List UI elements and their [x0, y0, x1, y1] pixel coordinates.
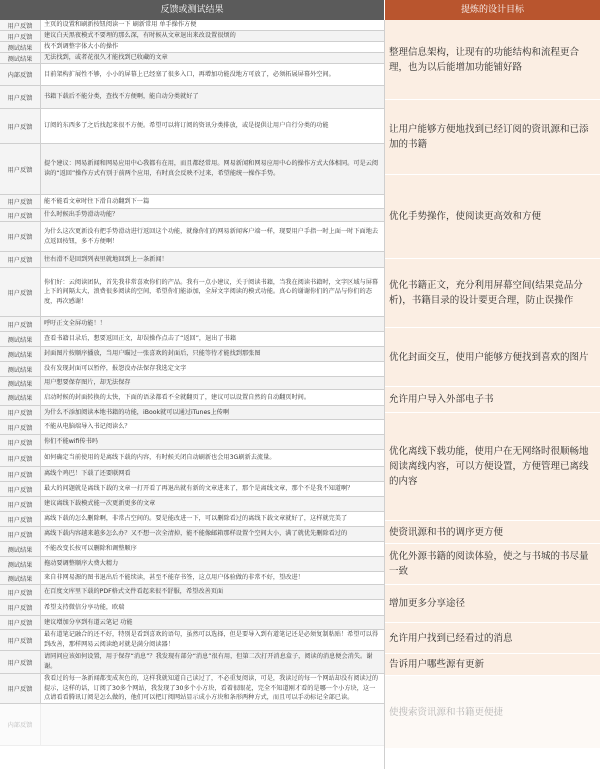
table-row	[0, 53, 384, 64]
row-feedback-text: 离线下载内容越来越多怎么办？又不想一次全清掉，能不能像邮箱那样设置个空间大小，满了就优先删除看过的	[44, 530, 348, 538]
row-source-tag: 用户反馈	[0, 630, 41, 650]
design-goal-text: 优化书籍正文，充分利用屏幕空间(结果竞品分析)，书籍目录的设计要更合理，防止误操作	[389, 280, 583, 306]
row-feedback-text: 什么时候出手势滑动功能？	[44, 211, 119, 219]
row-source-tag: 用户反馈	[0, 467, 41, 481]
row-source-tag: 用户反馈	[0, 497, 41, 511]
row-source-tag: 用户反馈	[0, 195, 41, 208]
table-row	[0, 390, 384, 406]
table-row	[0, 31, 384, 42]
design-goal	[385, 328, 600, 387]
row-feedback-text: 建议离线下载模式能一次更新更多的文章	[44, 500, 156, 508]
row-feedback-text: 离线下载的怎么删除啊，非常占空间的。要是能改进一下，可以删除看过的离线下载文章就好了，这样就完美了	[44, 515, 348, 523]
row-source-tag: 用户反馈	[0, 209, 41, 221]
row-feedback-text: 订阅的东西多了之后找起来很不方便。希望可以将订阅的资讯分类排放，或是提供让用户自行分类的功能	[44, 122, 329, 130]
row-source-tag: 用户反馈	[0, 252, 41, 267]
design-goal-text: 让用户能够方便地找到已经订阅的资讯源和已添加的书籍	[389, 124, 589, 150]
row-source-tag: 用户反馈	[0, 674, 41, 703]
design-goal	[385, 654, 600, 676]
feedback-rows	[0, 20, 384, 769]
row-feedback-text: 建议增加分享到有道云笔记 功能	[44, 618, 133, 626]
table-row	[0, 704, 384, 746]
table-row	[0, 467, 384, 482]
header-goals: 提炼的设计目标	[385, 0, 600, 20]
table-row	[0, 377, 384, 390]
row-feedback-text: 用户想要保存图片，却无法保存	[44, 379, 131, 387]
row-source-tag: 用户反馈	[0, 450, 41, 466]
design-goal-text: 优化封面交互，使用户能够方便找到喜欢的图片	[389, 351, 589, 363]
design-goal	[385, 100, 600, 175]
design-goal-text: 整理信息架构，让现有的功能结构和流程更合理，也为以后能增加功能铺好路	[389, 46, 580, 73]
row-source-tag: 用户反馈	[0, 268, 41, 316]
row-source-tag: 测试结果	[0, 347, 41, 361]
table-row	[0, 557, 384, 572]
table-row	[0, 222, 384, 252]
design-goals	[384, 20, 600, 769]
design-goal-text: 优化离线下载功能，使用户在无网络时很顺畅地阅读离线内容，可以方便设置，方便管理已离线的内容	[389, 446, 589, 487]
row-feedback-text: 为什么这次更新没有把手势滑动进行返回这个功能，就像你们的网易新闻客户端一样，现要用户手指一时上面一时下面地去点返回按钮，多不方便啊！	[44, 227, 379, 245]
row-feedback-text: 能不能看文章时往下滑自动翻到下一篇	[44, 197, 150, 205]
table-row	[0, 317, 384, 332]
header-feedback: 反馈或测试结果	[0, 0, 384, 20]
row-feedback-text: 找不到调整字体大小的操作	[44, 43, 119, 51]
row-source-tag: 测试结果	[0, 377, 41, 389]
table-row	[0, 542, 384, 557]
design-goal	[385, 676, 600, 749]
design-goal-text: 允许用户找到已经看过的消息	[389, 632, 513, 644]
table-row	[0, 209, 384, 222]
row-feedback-text: 没有发现封面可以暂停，报怨没办法保存我选定文字	[44, 365, 187, 373]
design-goal	[385, 387, 600, 413]
row-feedback-text: 查看书籍目录后，想要返回正文，却误操作点击了“返回”，退出了书籍	[44, 335, 237, 343]
design-goal	[385, 544, 600, 585]
table-row	[0, 332, 384, 347]
row-feedback-text: 封面图片按顺序播放，当用户瞄过一张喜欢的封面后，只能等待才能找到那张图	[44, 350, 261, 358]
row-source-tag: 测试结果	[0, 332, 41, 346]
row-feedback-text: 不能从电脑端导入书记阅读么？	[44, 423, 131, 431]
design-goal	[385, 259, 600, 328]
table-row	[0, 630, 384, 651]
row-source-tag: 测试结果	[0, 42, 41, 52]
row-source-tag: 用户反馈	[0, 86, 41, 108]
table-row	[0, 64, 384, 86]
table-row	[0, 195, 384, 209]
table-row	[0, 406, 384, 420]
row-source-tag: 用户反馈	[0, 20, 41, 30]
row-feedback-text: 如何确定当前使用的是离线下载的内容，有时候关闭自动刷新也会用3G刷新去流量。	[44, 454, 276, 462]
row-source-tag: 用户反馈	[0, 406, 41, 419]
table-row	[0, 109, 384, 144]
row-feedback-text: 我看过的每一条新闻都变成灰色的，这样我就知道自己读过了，不必重复阅读，可是，我读过的每一个网站却没有阅读过的提示，这样的话，订阅了30多个网站，我发现了30多个小方块，看着很眼花，完全不知道刚才看的是哪一个小方块，这一点请看看腾讯订阅是怎么做的，他们可以把订阅网站显示成小方块和条形两种方式，而且可以手动标记全部已读。	[44, 675, 379, 702]
table-row	[0, 600, 384, 616]
row-feedback-text: 不能改变长按可以删除和调整顺序	[44, 545, 137, 553]
row-source-tag: 内部反馈	[0, 64, 41, 85]
row-source-tag: 用户反馈	[0, 317, 41, 331]
table-row	[0, 42, 384, 53]
table-row	[0, 362, 384, 377]
table-row	[0, 144, 384, 195]
row-feedback-text: 往右滑不是回到列表里就地回到上一条新闻！	[44, 255, 168, 263]
row-source-tag: 测试结果	[0, 362, 41, 376]
row-source-tag: 用户反馈	[0, 600, 41, 615]
row-feedback-text: 为什么不添加阅读本地书籍的功能，iBook就可以通过iTunes上传啊	[44, 408, 230, 416]
row-source-tag: 用户反馈	[0, 482, 41, 496]
table-row	[0, 674, 384, 704]
design-goal-text: 允许用户导入外部电子书	[389, 394, 494, 405]
row-source-tag: 用户反馈	[0, 512, 41, 526]
row-feedback-text: 你们不能wifi传书吗	[44, 438, 98, 446]
row-feedback-text: 拖动要调整顺序大费大精力	[44, 560, 119, 568]
row-source-tag: 测试结果	[0, 557, 41, 571]
row-feedback-text: 目前架构扩展性不够，小小的屏幕上已经塞了很多入口，再增加功能没地方可放了，必须拓展屏幕外空间。	[44, 70, 335, 78]
table-row	[0, 497, 384, 512]
row-feedback-text: 离线个鸡巴！下载了还要联网看	[44, 470, 131, 478]
row-source-tag: 测试结果	[0, 390, 41, 405]
table-row	[0, 252, 384, 268]
row-feedback-text: 最有道笔记融合的还不好，特别是看到喜欢的语句，虽然可以选择，但是要导入到有道笔记还是必须复制粘贴！希望可以得到改善，那样网易云阅读绝对就是满分阅读器！	[44, 631, 379, 648]
row-source-tag: 用户反馈	[0, 420, 41, 434]
row-feedback-text: 最大的问题就是离线下载的文章一打开看了再退出就有新的文章进来了，那个是离线文章，那个不是我不知道啊？	[44, 485, 354, 493]
table-row	[0, 86, 384, 109]
table-row	[0, 651, 384, 674]
row-source-tag: 测试结果	[0, 53, 41, 63]
table-row	[0, 616, 384, 630]
table-row	[0, 450, 384, 467]
row-source-tag: 用户反馈	[0, 616, 41, 629]
design-goal	[385, 175, 600, 259]
row-source-tag: 用户反馈	[0, 527, 41, 541]
table-row	[0, 435, 384, 450]
row-source-tag: 用户反馈	[0, 31, 41, 41]
row-source-tag: 用户反馈	[0, 585, 41, 599]
row-feedback-text: 希望支持微信分享功能，欧瑞	[44, 603, 125, 611]
design-goal-text: 优化手势操作，使阅读更高效和方便	[389, 211, 542, 222]
row-feedback-text: 无法找到，或者花很久才能找到已收藏的文章	[44, 54, 168, 62]
row-feedback-text: 你们好：云阅读团队，首先我非常喜欢你们的产品。我有一点小建议，关于阅读书籍，当我在阅读书籍时，文字区域与屏幕上下的间隔太大，浪费很多阅读的空间，希望你们能添加，全屏文字阅读的模式功能。真心的谢谢你们的产品与你们的态度，再次感谢！	[44, 278, 379, 305]
table-row	[0, 268, 384, 317]
row-source-tag: 用户反馈	[0, 651, 41, 673]
table-row	[0, 527, 384, 542]
row-source-tag: 用户反馈	[0, 222, 41, 251]
row-feedback-text: 提个建议：网易新闻和网易应用中心我都有在用，而且都经常用。网易新闻和网易应用中心的操作方式大体相同。可是云阅读的“返回”操作方式有别于前两个应用，有时真会反映不过来，希望能统一操作手势。	[44, 160, 379, 177]
design-goal-text: 优化外源书籍的阅读体验，使之与书城的书尽量一致	[389, 551, 589, 577]
row-feedback-text: 建议白天黑夜模式不要埋的那么深，有时候从文章退出来改设置很烦的	[44, 32, 236, 40]
design-goal-text: 使资讯源和书的调序更方便	[389, 526, 504, 538]
row-source-tag: 测试结果	[0, 572, 41, 584]
design-goal-text: 增加更多分享途径	[389, 598, 466, 609]
row-feedback-text: 主页的设置和刷新按钮阅读一下 刷新常用 单手操作方便	[44, 21, 197, 29]
table-row	[0, 585, 384, 600]
row-source-tag: 用户反馈	[0, 144, 41, 194]
design-goal-text: 使搜索资讯源和书籍更便捷	[389, 706, 504, 718]
table-row	[0, 420, 384, 435]
table-row	[0, 20, 384, 31]
table-row	[0, 572, 384, 585]
design-goal	[385, 521, 600, 544]
design-goal	[385, 20, 600, 100]
table-row	[0, 347, 384, 362]
row-feedback-text: 呼吁正文全屏功能！！	[44, 320, 106, 328]
design-goal-text: 告诉用户哪些源有更新	[389, 659, 485, 670]
design-goal	[385, 585, 600, 623]
row-source-tag: 用户反馈	[0, 435, 41, 449]
table-row	[0, 512, 384, 527]
row-feedback-text: 书籍下载后不能分类，查找不方便啊，能自动分类就好了	[44, 93, 199, 101]
row-feedback-text: 请同问应该如何设置，用于保存“消息”？我发现有部分“消息”很有用，但第二次打开消息盒子，阅读的消息便会消失。谢谢。	[44, 653, 373, 670]
table-row	[0, 482, 384, 497]
row-feedback-text: 来自非网易源的图书退出后不能续读，甚至不能存书签，这点用户体验做的非常不好，望改进！	[44, 574, 304, 582]
row-source-tag: 测试结果	[0, 542, 41, 556]
row-source-tag: 内部反馈	[0, 704, 41, 745]
design-goal	[385, 623, 600, 654]
row-feedback-text: 在百度文库里下载的PDF格式文件看起来很不舒服，希望改善页面	[44, 588, 224, 596]
row-feedback-text: 启动时候的封面转换的太快，下面的语录都看不全就翻页了，建议可以设置自然的自动翻页时间。	[44, 393, 311, 401]
design-goal	[385, 413, 600, 521]
row-source-tag: 用户反馈	[0, 109, 41, 143]
